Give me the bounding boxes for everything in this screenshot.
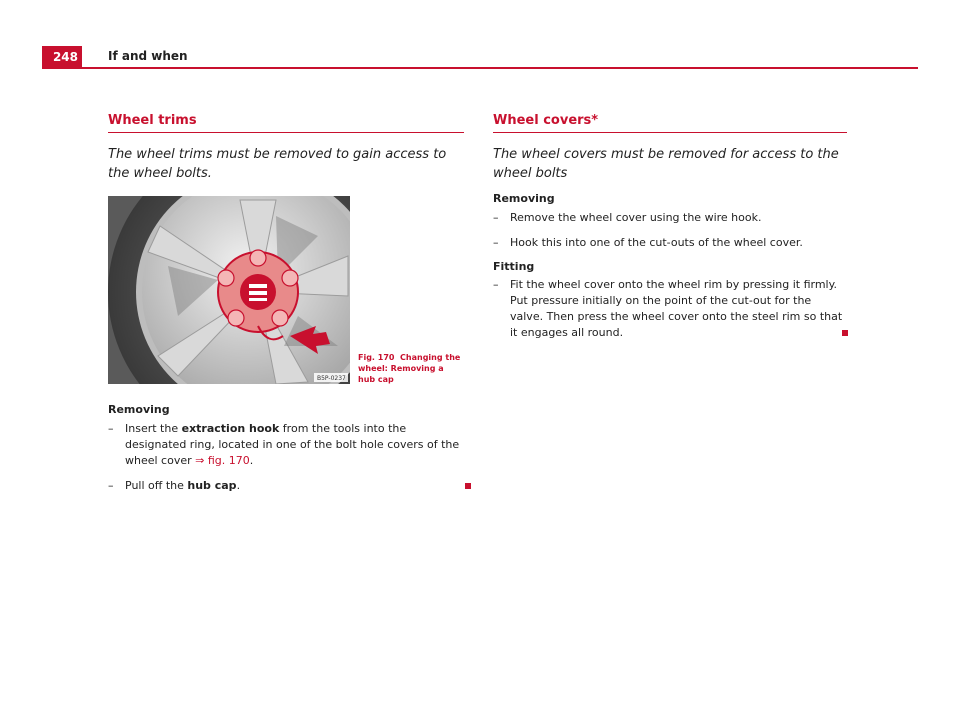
bullet-dash: – bbox=[108, 422, 114, 435]
step-text: Pull off the bbox=[125, 479, 188, 492]
left-column bbox=[108, 113, 464, 494]
step-text: Insert the bbox=[125, 422, 182, 435]
section-end-marker bbox=[465, 483, 471, 489]
list-item bbox=[108, 478, 464, 494]
removing-heading: Removing bbox=[493, 192, 555, 205]
section-end-marker bbox=[842, 330, 848, 336]
page-number: 248 bbox=[42, 46, 82, 68]
step-text: . bbox=[236, 479, 241, 492]
hub-cap-photo bbox=[108, 196, 350, 384]
step-text: Remove the wheel cover using the wire hook. bbox=[510, 211, 762, 224]
section-title-wheel-covers: Wheel covers* bbox=[493, 113, 847, 133]
list-item bbox=[493, 210, 847, 226]
right-column bbox=[493, 113, 847, 341]
removing-heading: Removing bbox=[108, 403, 170, 416]
figure-code: B5P-0237 bbox=[317, 375, 346, 382]
step-emphasis: hub cap bbox=[187, 479, 237, 492]
bullet-dash: – bbox=[108, 479, 114, 492]
fitting-heading: Fitting bbox=[493, 260, 535, 273]
step-text: . bbox=[249, 454, 254, 467]
header-title: If and when bbox=[108, 49, 188, 63]
bullet-dash: – bbox=[493, 278, 499, 291]
list-item bbox=[108, 421, 464, 469]
bullet-dash: – bbox=[493, 211, 499, 224]
section-subtitle: The wheel trims must be removed to gain access to the wheel bolts. bbox=[108, 147, 447, 181]
figure-170 bbox=[108, 196, 464, 386]
bullet-dash: – bbox=[493, 236, 499, 249]
figure-link[interactable]: ⇒ fig. 170 bbox=[195, 454, 250, 467]
figure-caption bbox=[358, 352, 462, 385]
figure-caption-text: Changing the wheel: Removing a hub cap bbox=[358, 353, 461, 384]
list-item bbox=[493, 235, 847, 251]
list-item bbox=[493, 277, 847, 341]
step-text: Hook this into one of the cut-outs of the wheel cover. bbox=[510, 236, 803, 249]
step-emphasis: extraction hook bbox=[181, 422, 280, 435]
step-text: from the tools into the designated ring, located in one of the bolt hole covers of the wheel cover bbox=[125, 422, 460, 467]
section-subtitle: The wheel covers must be removed for access to the wheel bolts bbox=[493, 147, 839, 181]
header-rule bbox=[42, 67, 918, 69]
section-title-wheel-trims: Wheel trims bbox=[108, 113, 464, 133]
step-text: Fit the wheel cover onto the wheel rim by pressing it firmly. Put pressure initially on the point of the cut-out for the valve. Then press the wheel cover onto the steel rim so that it engages all round. bbox=[510, 278, 843, 339]
figure-caption-label: Fig. 170 bbox=[358, 353, 395, 362]
wheel-illustration bbox=[108, 196, 350, 384]
